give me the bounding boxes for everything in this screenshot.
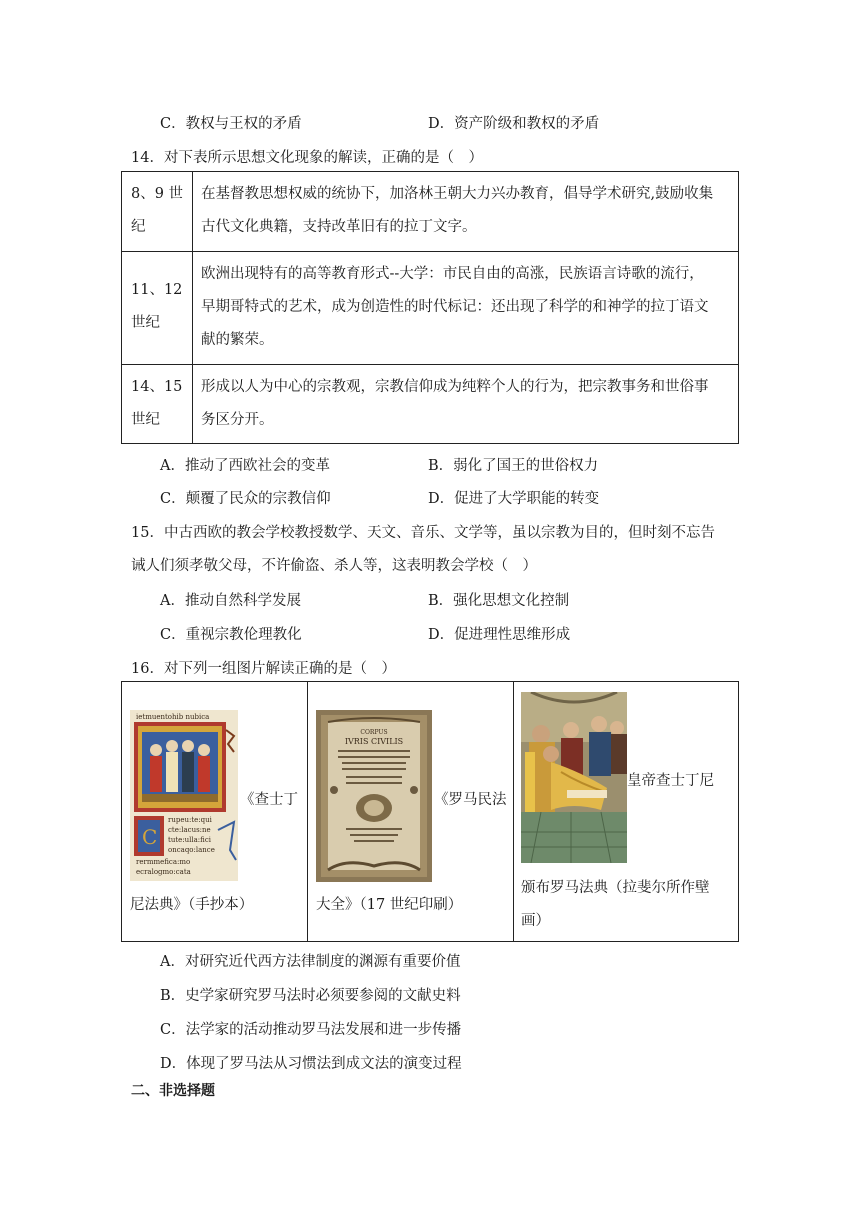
caption-cell2-bottom: 大全》（17 世纪印刷） [316,897,463,913]
q15-option-d: D．促进理性思维形成 [428,627,571,643]
svg-text:ietmuentohib nubica: ietmuentohib nubica [136,713,210,721]
description-cell [193,252,739,365]
era-label: 世纪 [131,315,160,331]
caption-cell3-bottom2: 画） [521,913,550,929]
q14-option-c: C．颠覆了民众的宗教信仰 [160,491,331,507]
q16-option-c: C．法学家的活动推动罗马法发展和进一步传播 [160,1022,462,1038]
era-cell [122,365,193,444]
svg-text:rermmefica:mo: rermmefica:mo [136,858,191,866]
q16-option-d: D．体现了罗马法从习惯法到成文法的演变过程 [160,1056,462,1072]
description-line: 献的繁荣。 [201,332,274,348]
svg-text:cte:lacus:ne: cte:lacus:ne [168,826,211,834]
caption-cell1-bottom: 尼法典》（手抄本） [130,897,254,913]
q15-stem-line1: 15．中古西欧的教会学校教授数学、天文、音乐、文学等，虽以宗教为目的，但时刻不忘告 [131,525,715,541]
description-line: 在基督教思想权威的统协下，加洛林王朝大力兴办教育，倡导学术研究,鼓励收集 [201,186,714,202]
era-label: 世纪 [131,412,160,428]
svg-text:C: C [142,825,158,849]
era-label: 14、15 [131,379,183,395]
raphael-fresco-image [521,692,627,863]
era-label: 11、12 [131,282,183,298]
svg-text:tute:ulla:fici: tute:ulla:fici [168,836,211,844]
svg-text:oncaqo:lance: oncaqo:lance [168,846,215,854]
caption-cell1-side: 《查士丁 [240,792,298,808]
q13-option-d: D．资产阶级和教权的矛盾 [428,116,600,132]
corpus-iuris-image [316,710,432,882]
q15-option-b: B．强化思想文化控制 [428,593,570,609]
caption-cell3-side: 皇帝查士丁尼 [627,773,714,789]
description-line: 形成以人为中心的宗教观，宗教信仰成为纯粹个人的行为，把宗教事务和世俗事 [201,379,709,395]
q14-table [121,171,739,444]
caption-cell3-bottom1: 颁布罗马法典（拉斐尔所作壁 [521,880,710,896]
q15-option-c: C．重视宗教伦理教化 [160,627,302,643]
q14-option-a: A．推动了西欧社会的变革 [160,458,330,474]
svg-text:CORPUS: CORPUS [360,729,388,736]
table-row [122,172,739,252]
svg-text:ecralogmo:cata: ecralogmo:cata [136,868,191,876]
era-label: 8、9 世 [131,186,184,202]
era-cell [122,252,193,365]
era-label: 纪 [131,219,146,235]
q16-option-b: B．史学家研究罗马法时必须要参阅的文献史料 [160,988,461,1004]
description-cell [193,365,739,444]
description-line: 古代文化典籍，支持改革旧有的拉丁文字。 [201,219,477,235]
q15-stem-line2: 诫人们须孝敬父母，不许偷盗、杀人等，这表明教会学校（ ） [131,558,537,574]
table-row [122,252,739,365]
description-line: 欧洲出现特有的高等教育形式--大学：市民自由的高涨，民族语言诗歌的流行， [201,266,704,282]
caption-cell2-side: 《罗马民法 [434,792,507,808]
q14-stem: 14．对下表所示思想文化现象的解读，正确的是（ ） [131,150,483,166]
era-cell [122,172,193,252]
q16-stem: 16．对下列一组图片解读正确的是（ ） [131,661,396,677]
q13-option-c: C．教权与王权的矛盾 [160,116,302,132]
q15-option-a: A．推动自然科学发展 [160,593,301,609]
description-cell [193,172,739,252]
q14-option-d: D．促进了大学职能的转变 [428,491,600,507]
q14-option-b: B．弱化了国王的世俗权力 [428,458,599,474]
description-line: 务区分开。 [201,412,274,428]
q16-option-a: A．对研究近代西方法律制度的渊源有重要价值 [160,954,461,970]
description-line: 早期哥特式的艺术，成为创造性的时代标记：还出现了科学的和神学的拉丁语文 [201,299,709,315]
codex-manuscript-image [130,710,238,881]
svg-text:IVRIS CIVILIS: IVRIS CIVILIS [344,737,404,746]
svg-text:rupeu:te:qui: rupeu:te:qui [168,816,212,824]
section-heading: 二、非选择题 [131,1083,215,1099]
table-row [122,365,739,444]
